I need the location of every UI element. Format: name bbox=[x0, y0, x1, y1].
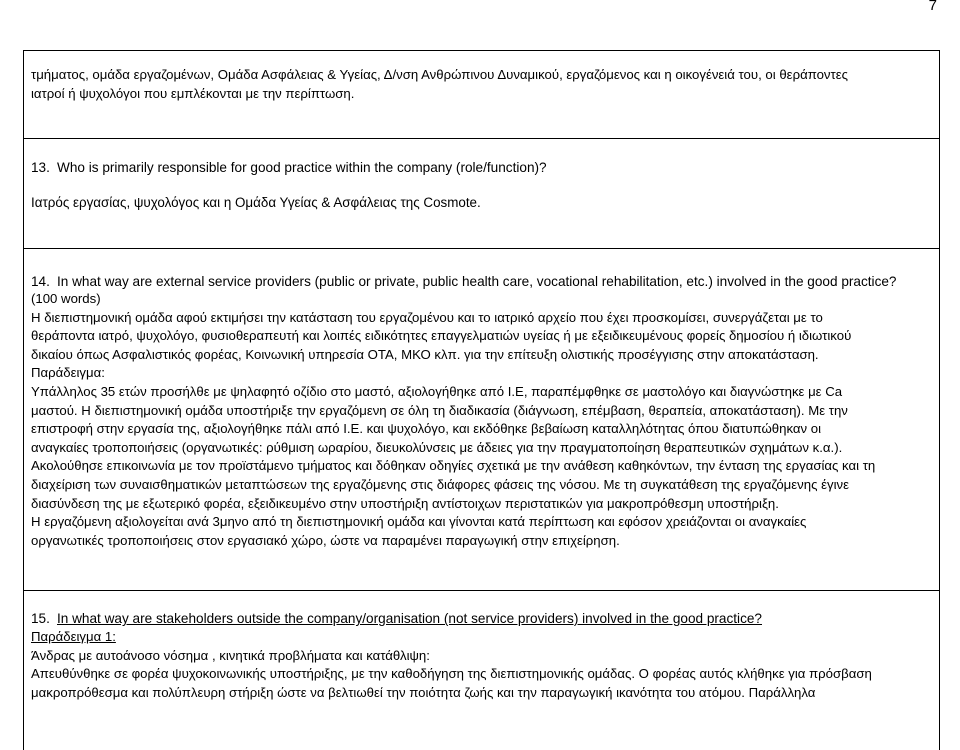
answer-line: Υπάλληλος 35 ετών προσήλθε με ψηλαφητό οζίδιο στο μαστό, αξιολογήθηκε από Ι.Ε, παραπέμφθηκε σε μαστολόγο και διαγνώστηκε με Ca bbox=[31, 383, 843, 399]
row-divider bbox=[23, 138, 940, 139]
question-13 bbox=[31, 158, 932, 177]
answer-line: Η εργαζόμενη αξιολογείται ανά 3μηνο από τη διεπιστημονική ομάδα και γίνονται κατά περίπτωση και εφόσον χρειάζονται οι αναγκαίες bbox=[31, 514, 807, 530]
question-14-section bbox=[31, 272, 932, 550]
question-number: 15. bbox=[31, 611, 50, 626]
answer-line: διασύνδεση της με εξωτερικό φορέα, εξειδικευμένο στην υποστήριξη αντίστοιχων περιστατικών για μακροπρόθεσμη υποστήριξη. bbox=[31, 495, 779, 511]
answer-line: δικαίου όπως Ασφαλιστικός φορέας, Κοινωνική υπηρεσία ΟΤΑ, ΜΚΟ κλπ. για την επίτευξη ολιστικής προσέγγισης στην αποκατάσταση. bbox=[31, 346, 819, 362]
answer-line: Απευθύνθηκε σε φορέα ψυχοκοινωνικής υποστήριξης, με την καθοδήγηση της διεπιστημονικής ομάδας. Ο φορέας αυτός κλήθηκε για πρόσβαση bbox=[31, 666, 872, 682]
question-13-section bbox=[31, 158, 932, 213]
question-15-section bbox=[31, 609, 932, 702]
answer-line: αναγκαίες τροποποιήσεις (οργανωτικές: ρύθμιση ωραρίου, διευκολύνσεις με άδειες για την πραγματοποίηση θεραπευτικών σχημάτων κ.α.). bbox=[31, 439, 843, 455]
text-line: ιατροί ή ψυχολόγοι που εμπλέκονται με την περίπτωση. bbox=[31, 85, 355, 101]
question-text: In what way are external service providers (public or private, public health care, vocational rehabilitation, etc.) involved in the good practice? bbox=[57, 274, 897, 289]
answer-13: Ιατρός εργασίας, ψυχολόγος και η Ομάδα Υγείας & Ασφάλειας της Cosmote. bbox=[31, 195, 481, 210]
answer-line: Η διεπιστημονική ομάδα αφού εκτιμήσει την κατάσταση του εργαζομένου και το ιατρικό αρχείο που έχει προσκομίσει, συνεργάζεται με το bbox=[31, 309, 823, 325]
answer-line: μαστού. Η διεπιστημονική ομάδα υποστήριξε την εργαζόμενη σε όλη τη διαδικασία (διάγνωση, επέμβαση, θεραπεία, αποκατάσταση). Με την bbox=[31, 402, 848, 418]
text-line: τμήματος, ομάδα εργαζομένων, Ομάδα Ασφάλειας & Υγείας, Δ/νση Ανθρώπινου Δυναμικού, εργαζόμενος και η οικογένειά του, οι θεράποντες bbox=[31, 67, 848, 82]
continuation-paragraph bbox=[31, 66, 932, 103]
question-number: 14. bbox=[31, 274, 50, 289]
example-heading: Παράδειγμα: bbox=[31, 365, 105, 381]
page-number: 7 bbox=[928, 0, 937, 14]
answer-line: επιστροφή στην εργασία της, αξιολογήθηκε πάλι από Ι.Ε. και ψυχολόγο, και εκδόθηκε βεβαίωση καταλληλότητας όπου διατυπώθηκαν οι bbox=[31, 421, 822, 437]
question-text: Who is primarily responsible for good practice within the company (role/function)? bbox=[57, 160, 547, 175]
row-divider bbox=[23, 248, 940, 249]
question-14 bbox=[31, 272, 932, 291]
row-divider bbox=[23, 590, 940, 591]
answer-line: διαχείριση των συναισθηματικών μεταπτώσεων της εργαζόμενης στις διάφορες φάσεις της νόσου. Με τη συγκατάθεση της εργαζόμενης έγινε bbox=[31, 476, 849, 492]
answer-line: οργανωτικές τροποποιήσεις στον εργασιακό χώρο, ώστε να παραμένει παραγωγική στην επιχείρηση. bbox=[31, 532, 620, 548]
word-limit-note: (100 words) bbox=[31, 291, 101, 306]
question-text: In what way are stakeholders outside the company/organisation (not service providers) involved in the good practice? bbox=[57, 611, 762, 626]
question-number: 13. bbox=[31, 160, 50, 175]
answer-line: μακροπρόθεσμα και πολύπλευρη στήριξη ώστε να βελτιωθεί την ποιότητα ζωής και την παραγωγική ικανότητα του ατόμου. Παράλληλα bbox=[31, 684, 816, 700]
answer-line: Ακολούθησε επικοινωνία με τον προϊστάμενο τμήματος και δόθηκαν οδηγίες σχετικά με την ανάθεση καθηκόντων, την ένταση της εργασίας και τη bbox=[31, 458, 876, 474]
answer-line: θεράποντα ιατρό, ψυχολόγο, φυσιοθεραπευτή και λοιπές ειδικότητες επαγγελματιών υγείας ή με εξειδικευμένους φορείς δημοσίου ή ιδιωτικού bbox=[31, 328, 852, 344]
question-15 bbox=[31, 609, 932, 628]
example-label: Παράδειγμα 1: bbox=[31, 629, 116, 644]
answer-line: Άνδρας με αυτοάνοσο νόσημα , κινητικά προβλήματα και κατάθλιψη: bbox=[31, 647, 430, 663]
